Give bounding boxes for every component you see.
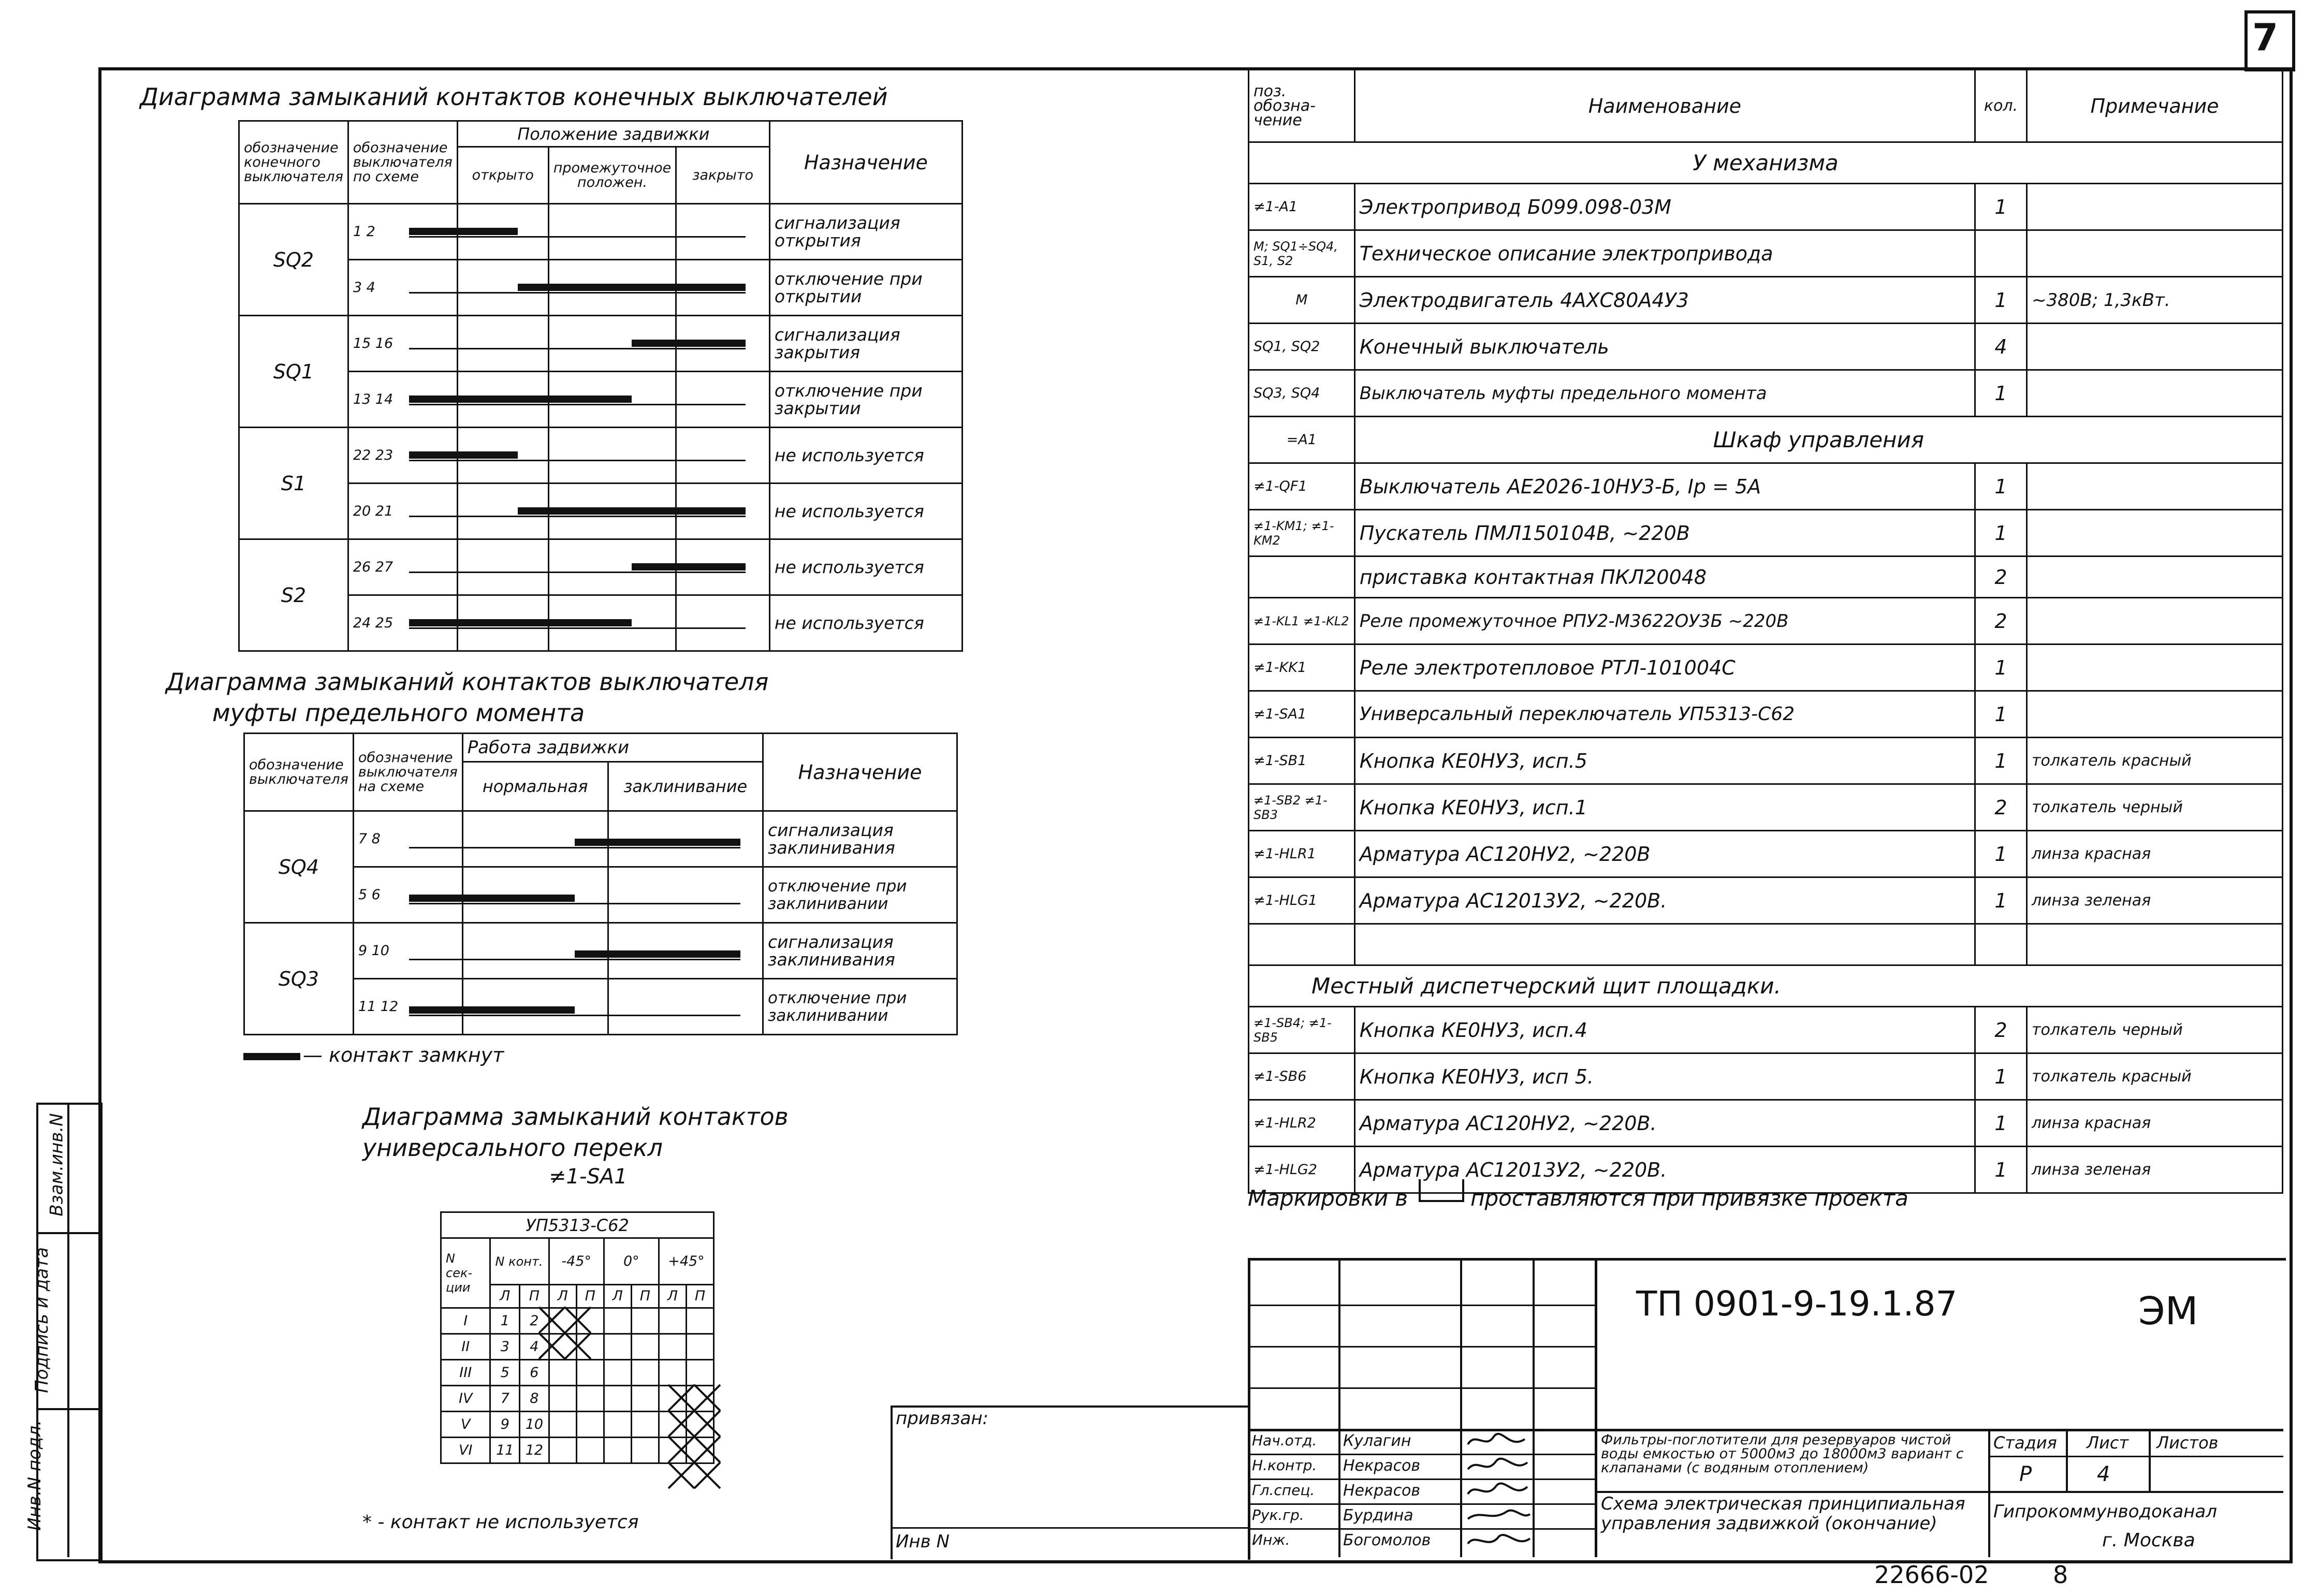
grid-v [1533, 1258, 1535, 1557]
spec-note [2027, 598, 2282, 645]
spec-qty: 1 [1975, 831, 2027, 877]
spec-qty [1975, 230, 2027, 277]
section-title: У механизма [1249, 142, 2283, 184]
angle-0: 0° [604, 1238, 659, 1285]
spec-note: толкатель черный [2027, 1007, 2282, 1053]
contact-closed-bar [575, 950, 740, 958]
grid-h [1248, 1305, 1595, 1306]
col-section: N сек-ции [441, 1238, 490, 1308]
purpose: не используется [769, 539, 962, 595]
archive-number: 22666-02 [1874, 1561, 1989, 1589]
position-group-header: Положение задвижки [457, 121, 769, 147]
spec-qty: 2 [1975, 784, 2027, 831]
spec-pos: ≠1-SB2 ≠1-SB3 [1249, 784, 1355, 831]
contact-no: 7 [490, 1386, 520, 1412]
contact-no: 9 [490, 1412, 520, 1438]
diagram2-title-line1: Диаграмма замыканий контактов выключателя [166, 668, 769, 696]
contact-open-line [409, 903, 740, 904]
contact-closed-bar [409, 228, 518, 235]
spec-name: Кнопка КЕ0НУ3, исп.5 [1354, 738, 1975, 784]
spec-pos: ≠1-A1 [1249, 184, 1355, 230]
contact-closed-bar [518, 507, 746, 515]
grid-v [1338, 1258, 1340, 1557]
contact-pair: 7 8 [353, 811, 462, 867]
spec-pos: ≠1-KK1 [1249, 645, 1355, 691]
col-open: открыто [457, 147, 548, 204]
purpose: отключение при заклинивании [763, 867, 957, 923]
sheets-header: Листов [2156, 1433, 2219, 1453]
contact-open-line [409, 292, 746, 294]
spec-pos: ≠1-SB1 [1249, 738, 1355, 784]
spec-qty: 1 [1975, 463, 2027, 510]
spec-qty: 1 [1975, 691, 2027, 738]
grid-h [1248, 1346, 1595, 1348]
doc-mark: ЭМ [2138, 1289, 2198, 1334]
contact-pair: 1 2 [348, 204, 457, 260]
contact-no: 10 [520, 1412, 549, 1438]
spec-pos: ≠1-SB4; ≠1-SB5 [1249, 1007, 1355, 1053]
note-header: Примечание [2027, 70, 2282, 142]
spec-name: Кнопка КЕ0НУ3, исп.1 [1354, 784, 1975, 831]
sub-p: П [576, 1285, 604, 1308]
angle-pos45: +45° [659, 1238, 713, 1285]
contact-pair: 20 21 [348, 484, 457, 539]
section-title: Шкаф управления [1354, 417, 2282, 463]
doc-code: ТП 0901-9-19.1.87 [1636, 1284, 1958, 1324]
spec-name: Выключатель АЕ2026-10НУ3-Б, Iр = 5А [1354, 463, 1975, 510]
contact-closed-bar [409, 396, 632, 403]
blank-row [1249, 924, 2283, 965]
purpose: не используется [769, 428, 962, 484]
section-no: IV [441, 1386, 490, 1412]
purpose: отключение при открытии [769, 260, 962, 316]
grid-h [1248, 1454, 1595, 1455]
work-group-header: Работа задвижки [462, 734, 763, 762]
contact-no: 5 [490, 1360, 520, 1386]
contact-pair: 24 25 [348, 595, 457, 651]
grid-h [1248, 1478, 1595, 1480]
spec-qty: 1 [1975, 738, 2027, 784]
spec-qty: 1 [1975, 1100, 2027, 1147]
name-header: Наименование [1354, 70, 1975, 142]
contact-closed-bar [409, 1006, 575, 1014]
legend-closed-bar [243, 1053, 300, 1060]
spec-pos: ≠1-QF1 [1249, 463, 1355, 510]
spec-note: толкатель красный [2027, 738, 2282, 784]
stage-header: Стадия [1993, 1433, 2057, 1453]
contact-no: 6 [520, 1360, 549, 1386]
spec-pos [1249, 557, 1355, 598]
spec-name: Арматура АС120НУ2, ~220В. [1354, 1100, 1975, 1147]
spec-pos: ≠1-HLG1 [1249, 877, 1355, 924]
spec-pos: ≠1-KL1 ≠1-KL2 [1249, 598, 1355, 645]
organization: Гипрокоммунводоканал [1993, 1501, 2217, 1522]
section-no: III [441, 1360, 490, 1386]
sub-p: П [631, 1285, 659, 1308]
spec-note: толкатель черный [2027, 784, 2282, 831]
purpose: сигнализация заклинивания [763, 923, 957, 979]
col-contact-header: обозначение выключателя по схеме [348, 121, 457, 204]
selector-note: * - контакт не используется [362, 1512, 639, 1533]
specification-table [1248, 69, 2283, 1194]
contact-open-line [409, 348, 746, 349]
strip-label-inv: Инв.N подл. [24, 1420, 45, 1531]
spec-pos: SQ3, SQ4 [1249, 370, 1355, 417]
spec-note: линза зеленая [2027, 877, 2282, 924]
name-3: Некрасов [1343, 1482, 1421, 1500]
pos-header: поз. обозна-чение [1249, 70, 1355, 142]
spec-name: Кнопка КЕ0НУ3, исп.4 [1354, 1007, 1975, 1053]
contact-open-line [409, 959, 740, 960]
contact-open-line [409, 516, 746, 517]
col-closed: закрыто [676, 147, 770, 204]
spec-name: Арматура АС120НУ2, ~220В [1354, 831, 1975, 877]
col-jam: заклинивание [608, 762, 763, 811]
name-1: Кулагин [1343, 1432, 1411, 1450]
spec-note: линза красная [2027, 831, 2282, 877]
grid-h [891, 1527, 1248, 1529]
grid-h [1595, 1491, 2283, 1493]
sub-l: Л [549, 1285, 576, 1308]
purpose: отключение при закрытии [769, 372, 962, 428]
grid-v [1988, 1429, 1990, 1557]
angle-neg45: -45° [549, 1238, 604, 1285]
binding-strip-divider-v [67, 1103, 69, 1557]
torque-switch-diagram [243, 733, 958, 1035]
diagram2-title-line2: муфты предельного момента [212, 699, 585, 727]
contact-no: 12 [520, 1438, 549, 1463]
city: г. Москва [2102, 1530, 2195, 1551]
role-2: Н.контр. [1252, 1457, 1317, 1474]
section-title: Местный диспетчерский щит площадки. [1249, 965, 2283, 1007]
sub-p: П [520, 1285, 549, 1308]
spec-name: Арматура АС12013У2, ~220В. [1354, 1147, 1975, 1193]
spec-name: Конечный выключатель [1354, 324, 1975, 370]
contact-closed-bar [409, 619, 632, 626]
grid-v [2149, 1429, 2151, 1491]
purpose: отключение при заклинивании [763, 979, 957, 1035]
contact-pair: 11 12 [353, 979, 462, 1035]
purpose: не используется [769, 484, 962, 539]
contact-no: 1 [490, 1308, 520, 1334]
purpose: сигнализация открытия [769, 204, 962, 260]
switch-name: SQ4 [244, 811, 354, 923]
marking-note-start: Маркировки в [1248, 1185, 1408, 1211]
spec-name: Реле электротепловое РТЛ-101004С [1354, 645, 1975, 691]
spec-qty: 1 [1975, 510, 2027, 557]
spec-note [2027, 510, 2282, 557]
name-2: Некрасов [1343, 1457, 1421, 1475]
spec-name: Электропривод Б099.098-03М [1354, 184, 1975, 230]
switch-name: S1 [239, 428, 348, 539]
sub-l: Л [659, 1285, 686, 1308]
purpose-header: Назначение [769, 121, 962, 204]
spec-qty: 1 [1975, 1147, 2027, 1193]
purpose: сигнализация заклинивания [763, 811, 957, 867]
spec-name: приставка контактная ПКЛ20048 [1354, 557, 1975, 598]
contact-pair: 26 27 [348, 539, 457, 595]
spec-qty: 1 [1975, 645, 2027, 691]
spec-pos: ≠1-SA1 [1249, 691, 1355, 738]
strip-label-sign: Подпись и дата [31, 1247, 52, 1393]
spec-qty: 2 [1975, 598, 2027, 645]
purpose: не используется [769, 595, 962, 651]
spec-pos: M; SQ1÷SQ4, S1, S2 [1249, 230, 1355, 277]
drawing-title: Схема электрическая принципиальная управления задвижкой (окончание) [1601, 1493, 1965, 1534]
spec-qty: 2 [1975, 1007, 2027, 1053]
contact-open-line [409, 404, 746, 405]
switch-type-header: УП5313-С62 [441, 1212, 714, 1238]
sheet-header: Лист [2087, 1433, 2129, 1453]
contact-open-line [409, 627, 746, 629]
sub-l: Л [490, 1285, 520, 1308]
spec-note [2027, 324, 2282, 370]
role-3: Гл.спец. [1252, 1482, 1315, 1499]
col-contact: N конт. [490, 1238, 549, 1285]
grid-h [1248, 1528, 1595, 1530]
diagram3-title-line2: универсального перекл [362, 1134, 663, 1162]
spec-qty: 1 [1975, 1053, 2027, 1100]
col-switch-header: обозначение конечного выключателя [239, 121, 348, 204]
grid-h [1248, 1387, 1595, 1389]
contact-pair: 9 10 [353, 923, 462, 979]
contact-open-line [409, 236, 746, 238]
contact-no: 4 [520, 1334, 549, 1360]
strip-label-replace: Взам.инв.N [46, 1113, 67, 1217]
spec-pos: M [1249, 277, 1355, 324]
spec-name: Пускатель ПМЛ150104В, ~220В [1354, 510, 1975, 557]
sub-p: П [686, 1285, 713, 1308]
role-4: Рук.гр. [1252, 1506, 1304, 1524]
col-contact-header: обозначение выключателя на схеме [353, 734, 462, 811]
contact-no: 3 [490, 1334, 520, 1360]
spec-name: Реле промежуточное РПУ2-М3622ОУ3Б ~220В [1354, 598, 1975, 645]
legend-text: — контакт замкнут [303, 1044, 504, 1066]
contact-pair: 3 4 [348, 260, 457, 316]
contact-open-line [409, 460, 746, 461]
spec-name: Выключатель муфты предельного момента [1354, 370, 1975, 417]
grid-v [1595, 1258, 1597, 1557]
archive-sheet: 8 [2053, 1561, 2068, 1589]
binding-label: привязан: [896, 1408, 988, 1429]
spec-pos: ≠1-KM1; ≠1-KM2 [1249, 510, 1355, 557]
spec-pos: ≠1-HLR2 [1249, 1100, 1355, 1147]
contact-no: 11 [490, 1438, 520, 1463]
spec-qty: 1 [1975, 277, 2027, 324]
spec-note [2027, 463, 2282, 510]
spec-note: толкатель красный [2027, 1053, 2282, 1100]
grid-v [2066, 1429, 2068, 1491]
name-4: Бурдина [1343, 1506, 1413, 1525]
spec-note [2027, 184, 2282, 230]
spec-pos: ≠1-SB6 [1249, 1053, 1355, 1100]
spec-name: Кнопка КЕ0НУ3, исп 5. [1354, 1053, 1975, 1100]
contact-open-line [409, 572, 746, 573]
spec-note: ~380В; 1,3кВт. [2027, 277, 2282, 324]
col-normal: нормальная [462, 762, 608, 811]
spec-qty: 1 [1975, 184, 2027, 230]
purpose-header: Назначение [763, 734, 957, 811]
contact-closed-bar [409, 895, 575, 902]
contact-no: 8 [520, 1386, 549, 1412]
spec-note [2027, 645, 2282, 691]
spec-qty: 1 [1975, 370, 2027, 417]
sub-l: Л [604, 1285, 631, 1308]
spec-note [2027, 370, 2282, 417]
spec-note [2027, 691, 2282, 738]
switch-name: SQ2 [239, 204, 348, 316]
spec-qty: 1 [1975, 877, 2027, 924]
purpose: сигнализация закрытия [769, 316, 962, 372]
contact-closed-bar [632, 563, 746, 570]
spec-pos: SQ1, SQ2 [1249, 324, 1355, 370]
spec-pos: ≠1-HLR1 [1249, 831, 1355, 877]
section-no: II [441, 1334, 490, 1360]
col-switch-header: обозначение выключателя [244, 734, 354, 811]
selector-switch-diagram [440, 1211, 715, 1464]
role-5: Инж. [1252, 1531, 1290, 1548]
spec-note: линза красная [2027, 1100, 2282, 1147]
diagram3-title-line3: ≠1-SA1 [549, 1165, 628, 1189]
spec-note [2027, 557, 2282, 598]
marking-note-end: проставляются при привязке проекта [1470, 1185, 1908, 1211]
section-no: I [441, 1308, 490, 1334]
grid-h [1248, 1429, 2283, 1431]
grid-h [1248, 1503, 1595, 1505]
spec-name: Техническое описание электропривода [1354, 230, 1975, 277]
spec-note [2027, 230, 2282, 277]
grid-h [1988, 1456, 2283, 1457]
role-1: Нач.отд. [1252, 1432, 1317, 1449]
spec-qty: 2 [1975, 557, 2027, 598]
contact-pair: 13 14 [348, 372, 457, 428]
contact-pair: 5 6 [353, 867, 462, 923]
section-no: V [441, 1412, 490, 1438]
section-no: VI [441, 1438, 490, 1463]
switch-name: SQ3 [244, 923, 354, 1035]
spec-note: линза зеленая [2027, 1147, 2282, 1193]
contact-closed-bar [518, 284, 746, 291]
contact-pair: 15 16 [348, 316, 457, 372]
name-5: Богомолов [1343, 1531, 1431, 1549]
diagram1-title: Диаграмма замыканий контактов конечных выключателей [140, 83, 888, 111]
switch-name: SQ1 [239, 316, 348, 428]
grid-v [1460, 1258, 1462, 1557]
spec-name: Электродвигатель 4АХС80А4У3 [1354, 277, 1975, 324]
contact-open-line [409, 1015, 740, 1016]
object-description: Фильтры-поглотители для резервуаров чистой воды емкостью от 5000м3 до 18000м3 вариант с клапанами (с водяным отоплением) [1601, 1432, 1964, 1476]
qty-header: кол. [1975, 70, 2027, 142]
contact-closed-bar [575, 839, 740, 846]
spec-pos: ≠1-HLG2 [1249, 1147, 1355, 1193]
diagram3-title-line1: Диаграмма замыканий контактов [362, 1103, 789, 1131]
stage-value: Р [2019, 1462, 2032, 1486]
contact-closed-bar [409, 451, 518, 459]
spec-pos: =A1 [1249, 417, 1355, 463]
marking-box-symbol [1419, 1179, 1464, 1202]
contact-no: 2 [520, 1308, 549, 1334]
spec-name: Универсальный переключатель УП5313-С62 [1354, 691, 1975, 738]
spec-name: Арматура АС12013У2, ~220В. [1354, 877, 1975, 924]
contact-pair: 22 23 [348, 428, 457, 484]
inventory-label: Инв N [896, 1531, 950, 1552]
sheet-value: 4 [2097, 1462, 2110, 1486]
contact-open-line [409, 847, 740, 848]
sheet-number: 7 [2252, 16, 2279, 59]
col-mid: промежуточное положен. [548, 147, 676, 204]
spec-qty: 4 [1975, 324, 2027, 370]
switch-name: S2 [239, 539, 348, 651]
contact-closed-bar [632, 340, 746, 347]
